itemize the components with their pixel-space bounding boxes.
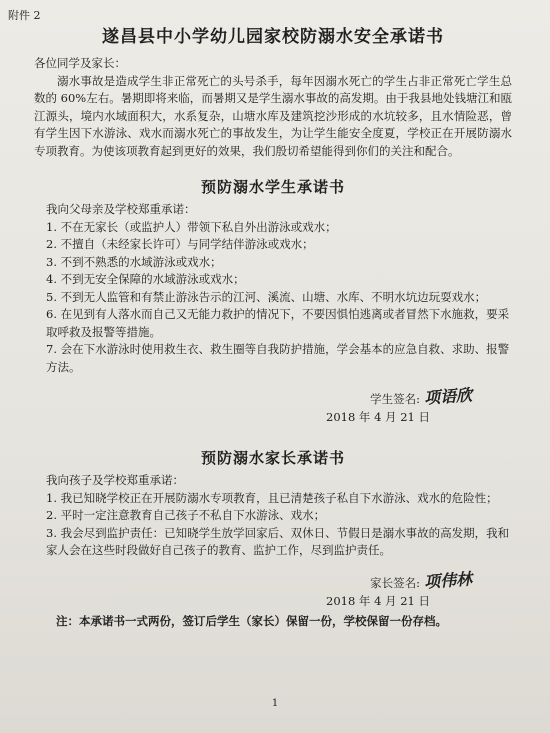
salutation: 各位同学及家长： <box>34 56 126 70</box>
attachment-label: 附件 2 <box>8 9 41 22</box>
parent-signature-row <box>34 568 512 591</box>
intro-paragraph: 溺水事故是造成学生非正常死亡的头号杀手，每年因溺水死亡的学生占非正常死亡学生总数的 60%左右。暑期即将来临，而暑期又是学生溺水事故的高发期。由于我县地处钱塘江和瓯江源头，境内水域面积大，水系复杂，山塘水库及建筑挖沙形成的水坑较多，且水情险恶，曾有学生因下水游泳、戏水而溺水死亡的事故发生，为让学生能安全度夏，学校正在开展防溺水专项教育。为使该项教育起到更好的效果，我们殷切希望能得到你们的关注和配合。 <box>34 73 512 158</box>
document-title: 遂昌县中小学幼儿园家校防溺水安全承诺书 <box>102 27 444 47</box>
parent-pledge-list <box>34 490 512 560</box>
student-pledge-item: 2. 不擅自（未经家长许可）与同学结伴游泳或戏水； <box>46 237 314 251</box>
student-pledge-item: 1. 不在无家长（或监护人）带领下私自外出游泳或戏水； <box>46 219 337 234</box>
parent-pledge-item: 1. 我已知晓学校正在开展防溺水专项教育，且已清楚孩子私自下水游泳、戏水的危险性； <box>46 490 498 505</box>
student-pledge-heading: 预防溺水学生承诺书 <box>200 178 345 196</box>
student-pledge-list <box>34 219 512 377</box>
student-pledge-item: 4. 不到无安全保障的水域游泳或戏水； <box>46 272 245 286</box>
parent-pledge-item: 3. 我会尽到监护责任：已知晓学生放学回家后、双休日、节假日是溺水事故的高发期，我和家人会在这些时段做好自己孩子的教育、监护工作，尽到监护责任。 <box>46 525 510 557</box>
footnote: 注：本承诺书一式两份，签订后学生（家长）保留一份，学校保留一份存档。 <box>56 613 447 628</box>
parent-signature-label: 家长签名: <box>370 575 420 590</box>
parent-signature: 项伟林 <box>423 568 473 592</box>
student-pledge-lead: 我向父母亲及学校郑重承诺： <box>46 202 196 216</box>
parent-pledge-lead: 我向孩子及学校郑重承诺： <box>46 473 184 487</box>
student-signature-label: 学生签名: <box>370 392 420 406</box>
student-pledge-item: 5. 不到无人监管和有禁止游泳告示的江河、溪流、山塘、水库、不明水坑边玩耍戏水； <box>46 289 487 304</box>
student-signature: 项语欣 <box>423 385 473 408</box>
student-pledge-item: 7. 会在下水游泳时使用救生衣、救生圈等自我防护措施，学会基本的应急自救、求助、报警方法。 <box>46 342 510 374</box>
student-pledge-item: 3. 不到不熟悉的水域游泳或戏水； <box>46 254 222 269</box>
parent-pledge-item: 2. 平时一定注意教育自己孩子不私自下水游泳、戏水； <box>46 508 326 522</box>
student-sign-date: 2018 年 4 月 21 日 <box>326 410 430 424</box>
student-signature-row <box>34 384 512 407</box>
page-number: 1 <box>271 698 279 709</box>
student-pledge-item: 6. 在见到有人落水而自己又无能力救护的情况下，不要因惧怕逃离或者冒然下水施救，要采取呼救及报警等措施。 <box>46 307 510 339</box>
parent-pledge-heading: 预防溺水家长承诺书 <box>200 449 345 467</box>
parent-sign-date: 2018 年 4 月 21 日 <box>326 593 430 608</box>
